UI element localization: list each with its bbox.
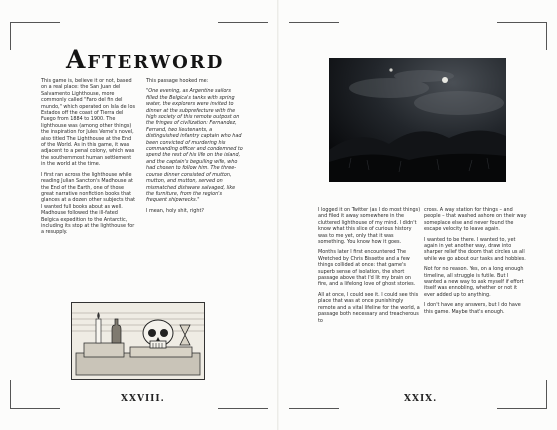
right-text-column-1: [318, 207, 421, 328]
right-text-column-2: [424, 207, 528, 319]
left-text-column-1: [41, 78, 137, 240]
frame-rule-side-top-right: [546, 22, 547, 50]
left-text-column-2: [146, 78, 244, 218]
frame-rule-side-bottom-left: [10, 380, 11, 408]
page-title: Afterword: [66, 45, 225, 74]
left-page: [0, 0, 278, 430]
frame-rule-top-right: [497, 22, 547, 23]
frame-rule-bottom-left: [10, 408, 60, 409]
frame-rule-top-right: [218, 22, 268, 23]
paragraph: I don't have any answers, but I do have this game. Maybe that's enough.: [424, 302, 521, 315]
paragraph: This game is, believe it or not, based on a real place: the San Juan del Salvamento Lighthouse, more commonly called "Faro del fin del mundo," which operated on Isla de los Estados off the coast of Tierra del Fuego from 1884 to 1900. The lighthouse was (among other things) the inspiration for Jules Verne's novel, also titled The Lighthouse at the End of the World. As in this game, it was adjacent to a penal colony, which was the southernmost human settlement in the world at the time.: [41, 78, 136, 168]
frame-rule-side-bottom-right: [546, 380, 547, 408]
frame-rule-bottom-right: [497, 408, 547, 409]
paragraph: I first ran across the lighthouse while reading Julian Sancton's Madhouse at the End of the Earth, one of those great narrative nonfiction books that glances at a dozen other subjects that I wanted full books about as well. Madhouse followed the ill-fated Belgica expedition to the Antarctic, including its stop at the lighthouse for a resupply.: [41, 171, 136, 236]
paragraph: I mean, holy shit, right?: [146, 207, 204, 214]
page-number: XXIX.: [404, 394, 438, 404]
skull-still-life-illustration: [71, 302, 205, 380]
paragraph: Months later I first encountered The Wretched by Chris Bissette and a few things collided at once: that game's superb sense of isolation, the short passage above that I'd lit my brain on fire, and a lifelong love of ghost stories.: [318, 249, 416, 288]
paragraph: Not for no reason. Yes, on a long enough timeline, all struggle is futile. But I wanted a new way to ask myself if effort itself was ennobling, whether or not it ever added up to anything.: [424, 266, 524, 298]
page-number: XXVIII.: [121, 394, 165, 404]
frame-rule-bottom-left: [289, 408, 339, 409]
frame-rule-bottom-right: [218, 408, 268, 409]
dark-moonlit-landscape-photo: [329, 58, 506, 182]
frame-rule-top-left: [10, 22, 60, 23]
paragraph: cross. A way station for things – and people – that washed ashore on their way someplace else and never found the escape velocity to leave again.: [424, 207, 527, 233]
paragraph: I wanted to be there. I wanted to, yet again in yet another way, draw into sharper relief the doom that circles us all while we go about our tasks and hobbies.: [424, 236, 526, 262]
paragraph: I logged it on Twitter (as I do most things) and filed it away somewhere in the cluttered lighthouse of my mind. I didn't know what this slice of curious history was to me yet, only that it was something. You know how it goes.: [318, 207, 421, 246]
paragraph: All at once, I could see it. I could see this place that was at once punishingly remote and a vital lifeline for the world, a passage both necessary and treacherous to: [318, 291, 420, 324]
paragraph: This passage hooked me:: [146, 78, 209, 84]
frame-rule-top-left: [289, 22, 339, 23]
quote-paragraph: "One evening, as Argentine sailors filled the Belgica's tanks with spring water, the explorers were invited to dinner at the subprefecture with the high society of this remote outpost on the fringes of civilization: Fernandez, Ferrand, two lieutenants, a distinguished infantry captain who had been convicted of murdering his commanding officer and condemned to spend the rest of his life on the island, and the captain's beguiling wife, who had chosen to follow him. The three-course dinner consisted of mutton, mutton, and mutton, served on mismatched dishware salvaged, like the furniture, from the region's frequent shipwrecks.": [146, 88, 243, 204]
frame-rule-side-top-left: [10, 22, 11, 50]
